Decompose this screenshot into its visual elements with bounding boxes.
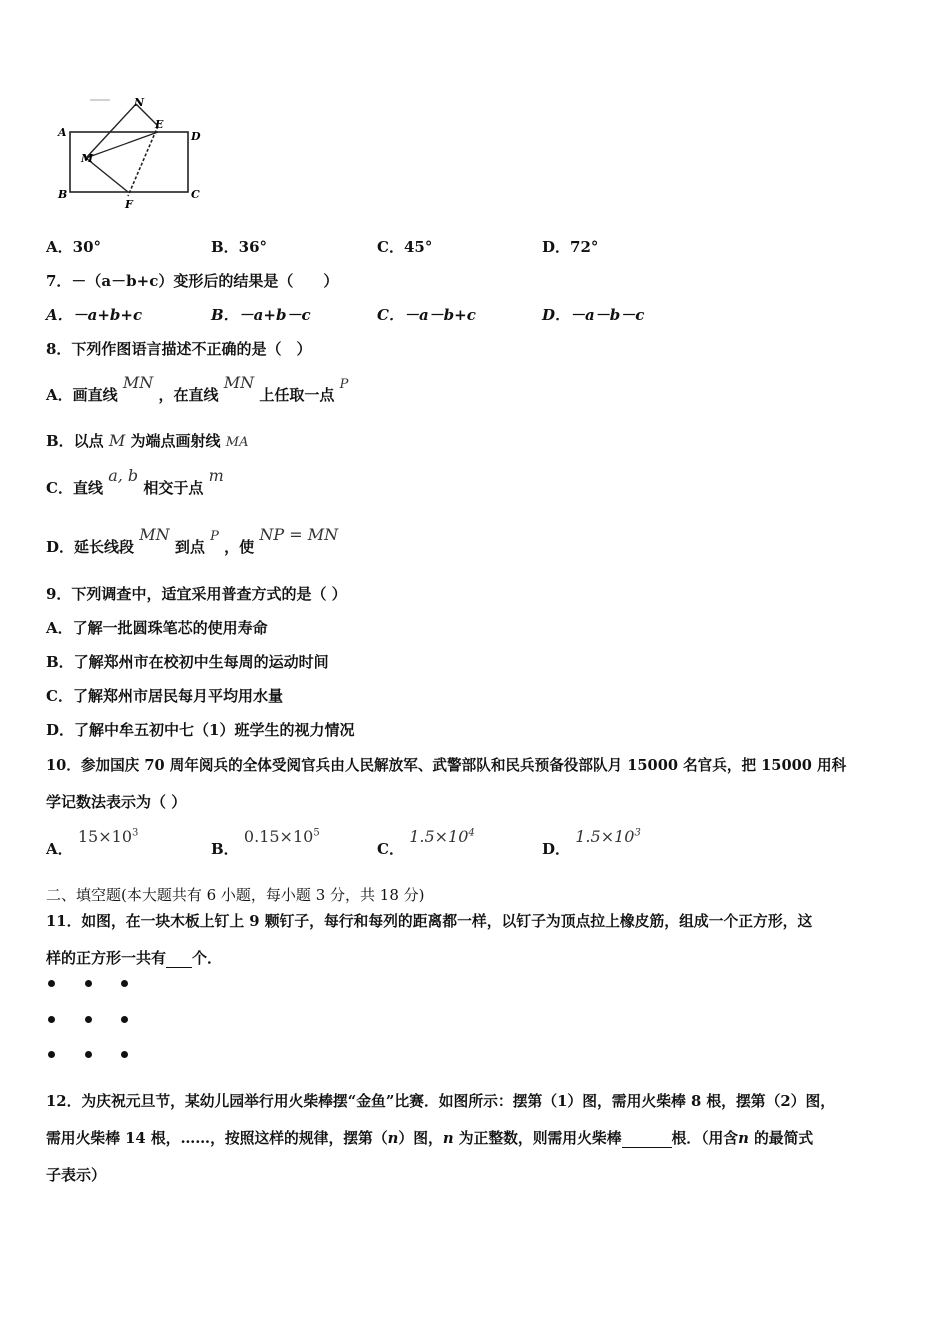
q8-d-text-2: 到点 <box>174 538 205 556</box>
q7-option-c: C．－a－b+c <box>377 306 476 324</box>
q12-n-3: n <box>738 1130 749 1147</box>
q12-line-2-pre: 需用火柴棒 14 根，……，按照这样的规律，摆第（ <box>46 1130 388 1147</box>
label-a: A <box>58 126 67 139</box>
label-m: M <box>81 152 94 165</box>
q8-d-math-p: P <box>210 529 219 544</box>
q12-n-2: n <box>442 1130 454 1147</box>
q10-b-exp: 5 <box>313 827 320 839</box>
q11-line-2-post: 个． <box>192 949 223 967</box>
label-d: D <box>191 130 201 143</box>
q12-line-2-end: 的最简式 <box>748 1130 814 1147</box>
q8-a-text-2: ，在直线 <box>158 386 219 404</box>
q10-stem-line-2: 学记数法表示为（ ） <box>46 793 187 811</box>
q10-c-label: C． <box>377 840 404 858</box>
q6-option-d: D．72° <box>542 238 599 256</box>
q9-stem: 9．下列调查中，适宜采用普查方式的是（ ） <box>46 585 347 603</box>
q8-stem: 8．下列作图语言描述不正确的是（ ） <box>46 340 312 358</box>
q6-option-c: C．45° <box>377 238 433 256</box>
q10-d-label: D． <box>542 840 571 858</box>
q8-d-math-mn: MN <box>139 525 170 544</box>
label-f: F <box>125 198 133 211</box>
q11-answer-blank[interactable] <box>166 951 192 968</box>
label-n: N <box>134 96 145 109</box>
nail-dot <box>85 980 92 987</box>
q7-option-b: B．－a+b－c <box>211 306 311 324</box>
q10-b-label: B． <box>211 840 239 858</box>
q12-answer-blank[interactable] <box>622 1131 672 1148</box>
q11-line-2 <box>46 947 222 968</box>
q8-c-math-m: m <box>208 466 224 485</box>
q12-line-2-post: 根．（用含 <box>671 1130 739 1147</box>
label-b: B <box>58 188 68 201</box>
q10-b-expr <box>244 827 320 846</box>
q10-c-base: 1.5×10 <box>409 827 469 846</box>
fold-line-ef <box>128 126 158 196</box>
q10-a-expr <box>78 827 139 846</box>
q10-a-base: 15×10 <box>77 827 132 846</box>
q10-a-exp: 3 <box>132 827 139 839</box>
q7-option-d: D．－a－b－c <box>542 306 645 324</box>
q8-a-text-1: A．画直线 <box>46 386 118 404</box>
q8-c-text-2: 相交于点 <box>143 479 204 497</box>
nail-dot <box>48 1051 55 1058</box>
segment-me <box>86 132 158 158</box>
q8-a-math-mn-2: MN <box>223 373 255 392</box>
q10-stem-line-1: 10．参加国庆 70 周年阅兵的全体受阅官兵由人民解放军、武警部队和民兵预备役部队月 15000 名官兵，把 15000 用科 <box>46 757 847 774</box>
q8-b-math-ma: MA <box>225 435 249 450</box>
q8-a-math-p: P <box>339 377 349 392</box>
q8-option-b <box>46 430 249 451</box>
q12-line-2 <box>46 1127 813 1148</box>
q10-d-base: 1.5×10 <box>575 827 635 846</box>
q6-option-a: A．30° <box>46 238 102 256</box>
q8-option-a <box>46 373 349 405</box>
q6-option-b: B．36° <box>211 238 268 256</box>
nail-dot <box>85 1016 92 1023</box>
q8-option-d <box>46 525 339 557</box>
q10-d-expr <box>575 827 641 846</box>
q8-b-text-1: B．以点 <box>46 432 104 450</box>
q10-c-exp: 4 <box>468 827 475 839</box>
nail-dot <box>121 1016 128 1023</box>
q8-c-math-ab: a, b <box>108 466 139 485</box>
q12-line-1: 12．为庆祝元旦节，某幼儿园举行用火柴棒摆“金鱼”比赛．如图所示：摆第（1）图，需用火柴棒 8 根，摆第（2）图， <box>46 1093 836 1110</box>
nail-dot <box>48 980 55 987</box>
nail-dot <box>85 1051 92 1058</box>
q7-option-a: A．－a+b+c <box>46 306 143 324</box>
q7-stem: 7．－（a－b+c）变形后的结果是（ ） <box>46 272 339 290</box>
q8-b-math-m: M <box>108 431 126 450</box>
q12-n-1: n <box>387 1130 399 1147</box>
q8-d-text-3: ，使 <box>224 538 255 556</box>
q8-d-math-eq: NP = MN <box>259 525 339 544</box>
label-c: C <box>191 188 200 201</box>
q9-option-c: C．了解郑州市居民每月平均用水量 <box>46 687 283 705</box>
nail-dot <box>121 980 128 987</box>
segment-mn <box>86 104 136 158</box>
q9-option-a: A．了解一批圆珠笔芯的使用寿命 <box>46 619 268 637</box>
q11-line-1: 11．如图，在一块木板上钉上 9 颗钉子，每行和每列的距离都一样，以钉子为顶点拉上橡皮筋，组成一个正方形，这 <box>46 913 813 930</box>
q8-c-text-1: C．直线 <box>46 479 103 497</box>
rectangle-fold-figure <box>50 96 210 214</box>
q8-a-text-3: 上任取一点 <box>259 386 335 404</box>
q8-a-math-mn: MN <box>122 373 154 392</box>
nail-dot <box>121 1051 128 1058</box>
q9-option-d: D．了解中牟五初中七（1）班学生的视力情况 <box>46 721 355 739</box>
q8-d-text-1: D．延长线段 <box>46 538 135 556</box>
section-2-title: 二、填空题(本大题共有 6 小题，每小题 3 分，共 18 分) <box>46 886 425 904</box>
q10-d-exp: 3 <box>634 827 641 839</box>
q9-option-b: B．了解郑州市在校初中生每周的运动时间 <box>46 653 329 671</box>
q11-line-2-pre: 样的正方形一共有 <box>46 949 167 967</box>
q10-c-expr <box>409 827 475 846</box>
q12-line-2-mid-2: 为正整数，则需用火柴棒 <box>453 1130 622 1147</box>
nail-dot <box>48 1016 55 1023</box>
q10-b-base: 0.15×10 <box>243 827 314 846</box>
q12-line-3: 子表示） <box>46 1166 107 1184</box>
q12-line-2-mid-1: ）图， <box>398 1130 443 1147</box>
q8-b-text-2: 为端点画射线 <box>130 432 221 450</box>
q10-a-label: A． <box>46 840 73 858</box>
q8-option-c <box>46 466 224 498</box>
label-e: E <box>155 118 164 131</box>
